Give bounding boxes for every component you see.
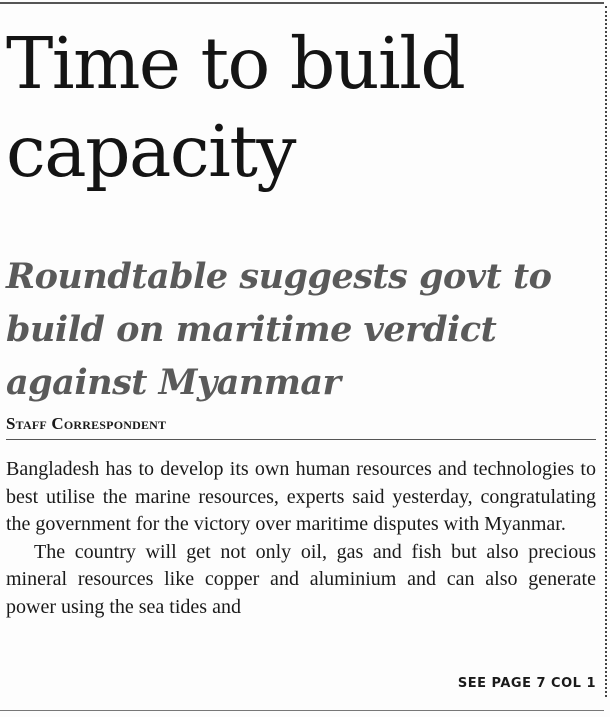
continuation-jump: SEE PAGE 7 COL 1 [457, 676, 596, 691]
headline: Time to build capacity [6, 22, 465, 193]
bottom-rule [0, 710, 604, 711]
top-rule [0, 2, 604, 4]
dotted-cut-line [605, 6, 607, 697]
article-body [6, 456, 596, 621]
paragraph-1: Bangladesh has to develop its own human resources and technologies to best utilise the marine resources, experts said yesterday, congratulating the government for the victory over maritime disputes with Myanmar. [6, 458, 596, 535]
byline: Staff Correspondent [6, 414, 596, 440]
paragraph-2: The country will get not only oil, gas and fish but also precious mineral resources like copper and aluminium and can also generate power using the sea tides and [6, 540, 596, 618]
subheadline: Roundtable suggests govt to build on maritime verdict against Myanmar [6, 256, 552, 403]
